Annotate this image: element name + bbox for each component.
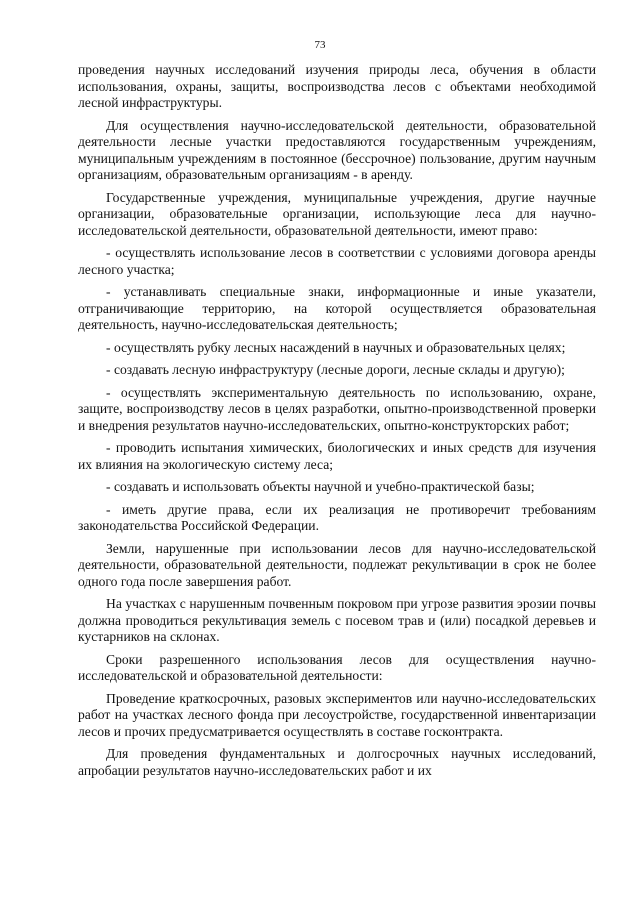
list-item-text: осуществлять рубку лесных насаждений в научных и образовательных целях; [113, 339, 566, 355]
list-item [78, 385, 596, 435]
list-item [78, 440, 596, 473]
list-dash: - [106, 339, 111, 355]
list-item [78, 502, 596, 535]
list-item-text: осуществлять экспериментальную деятельность по использованию, охране, защите, воспроизводству лесов в целях разработки, опытно-производственной проверки и внедрения результатов научно-исследовательских, опытно-конструкторских работ; [78, 384, 596, 433]
paragraph-fundamental-research: Для проведения фундаментальных и долгосрочных научных исследований, апробации результатов научно-исследовательских работ и их [78, 746, 596, 778]
page-number: 73 [314, 39, 326, 51]
paragraph-rights-intro: Государственные учреждения, муниципальные учреждения, другие научные организации, образовательные организации, использующие леса для научно-исследовательской деятельности, образовательной деятельности, имеют право: [78, 189, 596, 238]
list-item-text: устанавливать специальные знаки, информационные и иные указатели, отграничивающие территорию, на которой осуществляется образовательная деятельность, научно-исследовательская деятельность; [78, 284, 596, 332]
list-item-text: осуществлять использование лесов в соответствии с условиями договора аренды лесного участка; [78, 245, 596, 277]
paragraph-land-provision: Для осуществления научно-исследовательской деятельности, образовательной деятельности лесные участки предоставляются государственным учреждениям, муниципальным учреждениям в постоянное (бессрочное) пользование, другим научным организациям, образовательным организациям - в аренду. [78, 117, 596, 182]
list-dash: - [106, 362, 111, 377]
list-dash: - [106, 284, 111, 299]
list-dash: - [106, 479, 111, 494]
list-item [78, 284, 596, 334]
list-item [78, 362, 596, 379]
paragraph-terms-heading: Сроки разрешенного использования лесов для осуществления научно-исследовательской и образовательной деятельности: [78, 651, 596, 683]
list-dash: - [106, 440, 111, 455]
list-item-text: создавать лесную инфраструктуру (лесные дороги, лесные склады и другую); [113, 362, 565, 377]
list-item-text: создавать и использовать объекты научной и учебно-практической базы; [113, 479, 535, 494]
rights-list [78, 245, 596, 535]
list-item [78, 340, 596, 357]
paragraph-intro-continuation: проведения научных исследований изучения природы леса, обучения в области использования, охраны, защиты, воспроизводства лесов с объектами необходимой лесной инфраструктуры. [78, 62, 596, 110]
list-dash: - [106, 501, 111, 517]
list-item-text: проводить испытания химических, биологических и иных средств для изучения их влияния на экологическую систему леса; [78, 440, 596, 472]
paragraph-reclamation-term: Земли, нарушенные при использовании лесов для научно-исследовательской деятельности, образовательной деятельности, подлежат рекультивации в срок не более одного года после завершения работ. [78, 540, 596, 589]
paragraph-short-term-research: Проведение краткосрочных, разовых экспериментов или научно-исследовательских работ на участках лесного фонда при лесоустройстве, государственной инвентаризации лесов и прочих предусматривается осуществлять в составе госконтракта. [78, 690, 596, 739]
list-item-text: иметь другие права, если их реализация не противоречит требованиям законодательства Российской Федерации. [78, 501, 596, 533]
list-item [78, 479, 596, 496]
document-body [78, 62, 596, 779]
list-item [78, 245, 596, 278]
list-dash: - [106, 245, 111, 260]
list-dash: - [106, 384, 111, 400]
paragraph-erosion: На участках с нарушенным почвенным покровом при угрозе развития эрозии почвы должна проводиться рекультивация земель с посевом трав и (или) посадкой деревьев и кустарников на склонах. [78, 596, 596, 644]
